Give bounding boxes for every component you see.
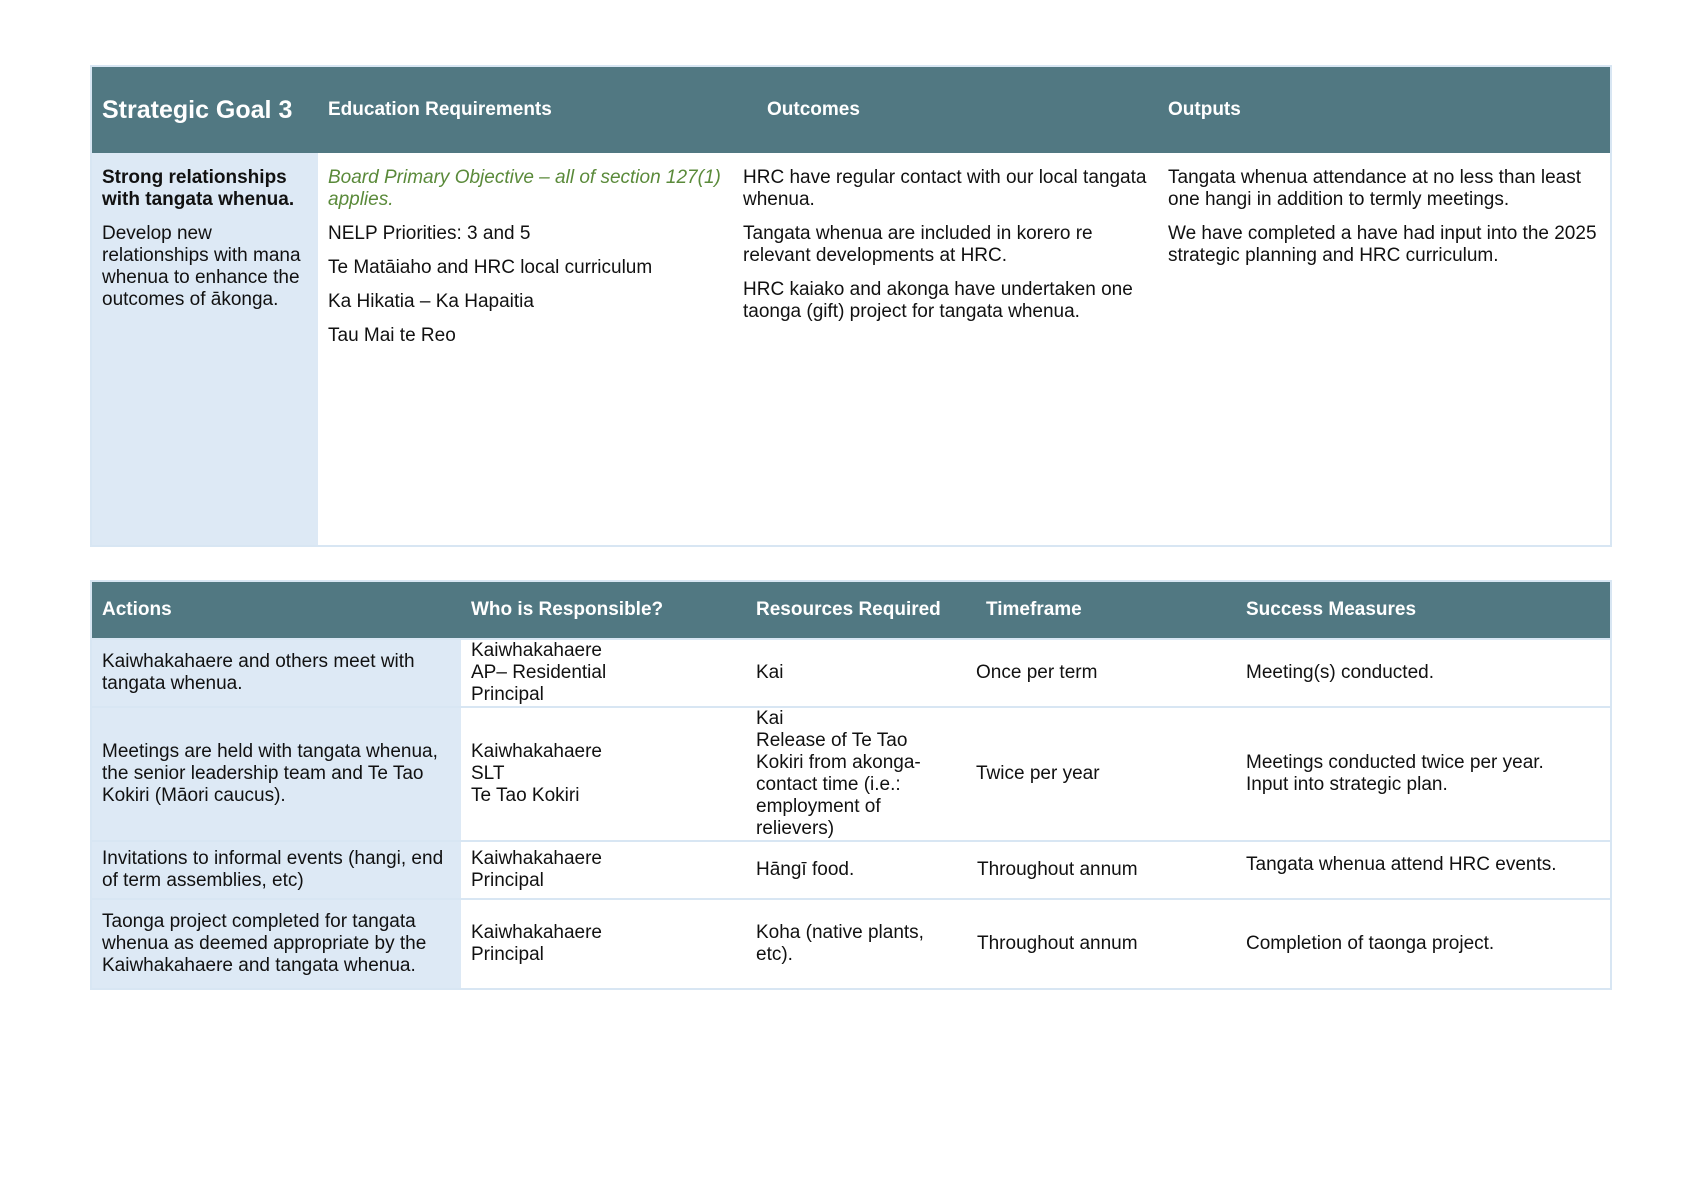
success-cell bbox=[1236, 639, 1611, 707]
success-cell bbox=[1236, 841, 1611, 899]
action-cell: Invitations to informal events (hangi, end of term assemblies, etc) bbox=[91, 841, 461, 899]
outcome-item: HRC have regular contact with our local tangata whenua. bbox=[743, 167, 1147, 210]
goal-table-header-row bbox=[91, 66, 1611, 153]
responsible-party: Principal bbox=[471, 684, 544, 705]
who-cell bbox=[461, 707, 746, 841]
timeframe-cell: Throughout annum bbox=[966, 899, 1236, 989]
outputs-header: Outputs bbox=[1168, 99, 1241, 120]
responsible-party: Kaiwhakahaere bbox=[471, 741, 602, 762]
resource-item: Release of Te Tao Kokiri from akonga-contact time (i.e.: employment of relievers) bbox=[756, 730, 921, 839]
timeframe-cell: Throughout annum bbox=[966, 841, 1236, 899]
education-item: Tau Mai te Reo bbox=[328, 325, 456, 346]
outputs-cell bbox=[1158, 153, 1611, 546]
outcome-item: Tangata whenua are included in korero re relevant developments at HRC. bbox=[743, 223, 1093, 266]
actions-header: Actions bbox=[102, 599, 172, 620]
action-cell: Kaiwhakahaere and others meet with tangata whenua. bbox=[91, 639, 461, 707]
responsible-party: AP– Residential bbox=[471, 662, 607, 683]
who-responsible-header: Who is Responsible? bbox=[471, 599, 664, 620]
strategic-goal-table bbox=[90, 65, 1612, 547]
table-row bbox=[91, 841, 1611, 899]
success-cell bbox=[1236, 707, 1611, 841]
success-item: Input into strategic plan. bbox=[1246, 774, 1448, 795]
resources-cell bbox=[746, 899, 966, 989]
success-item: Completion of taonga project. bbox=[1246, 933, 1495, 954]
board-objective: Board Primary Objective – all of section 127(1) applies. bbox=[328, 167, 721, 210]
resource-item: Koha (native plants, etc). bbox=[756, 922, 924, 965]
who-cell bbox=[461, 639, 746, 707]
goal-title: Strong relationships with tangata whenua. bbox=[102, 167, 295, 210]
responsible-party: Kaiwhakahaere bbox=[471, 640, 602, 661]
actions-table bbox=[90, 580, 1612, 990]
responsible-party: Kaiwhakahaere bbox=[471, 922, 602, 943]
timeframe-cell: Twice per year bbox=[966, 707, 1236, 841]
resource-item: Kai bbox=[756, 662, 784, 683]
education-requirements-cell bbox=[318, 153, 733, 546]
success-cell bbox=[1236, 899, 1611, 989]
output-item: Tangata whenua attendance at no less than least one hangi in addition to termly meetings. bbox=[1168, 167, 1582, 210]
goal-cell bbox=[91, 153, 318, 546]
resources-cell bbox=[746, 707, 966, 841]
action-cell: Taonga project completed for tangata whenua as deemed appropriate by the Kaiwhakahaere and tangata whenua. bbox=[91, 899, 461, 989]
resource-item: Hāngī food. bbox=[756, 859, 855, 880]
responsible-party: Kaiwhakahaere bbox=[471, 848, 602, 869]
success-item: Meetings conducted twice per year. bbox=[1246, 752, 1544, 773]
responsible-party: Principal bbox=[471, 944, 544, 965]
table-row bbox=[91, 639, 1611, 707]
education-requirements-header: Education Requirements bbox=[328, 99, 552, 120]
timeframe-cell: Once per term bbox=[966, 639, 1236, 707]
table-row bbox=[91, 899, 1611, 989]
who-cell bbox=[461, 841, 746, 899]
responsible-party: SLT bbox=[471, 763, 505, 784]
who-cell bbox=[461, 899, 746, 989]
success-measures-header: Success Measures bbox=[1246, 599, 1417, 620]
resource-item: Kai bbox=[756, 708, 784, 729]
success-item: Meeting(s) conducted. bbox=[1246, 662, 1434, 683]
goal-description: Develop new relationships with mana whenua to enhance the outcomes of ākonga. bbox=[102, 223, 301, 310]
outcome-item: HRC kaiako and akonga have undertaken one taonga (gift) project for tangata whenua. bbox=[743, 279, 1133, 322]
education-item: Te Matāiaho and HRC local curriculum bbox=[328, 257, 653, 278]
actions-table-header-row bbox=[91, 581, 1611, 639]
goal-header: Strategic Goal 3 bbox=[102, 95, 293, 124]
table-row bbox=[91, 707, 1611, 841]
resources-cell bbox=[746, 841, 966, 899]
education-item: NELP Priorities: 3 and 5 bbox=[328, 223, 531, 244]
goal-table-body-row bbox=[91, 153, 1611, 546]
timeframe-header: Timeframe bbox=[986, 599, 1082, 620]
output-item: We have completed a have had input into the 2025 strategic planning and HRC curriculum. bbox=[1168, 223, 1597, 266]
resources-cell bbox=[746, 639, 966, 707]
responsible-party: Te Tao Kokiri bbox=[471, 785, 580, 806]
resources-required-header: Resources Required bbox=[756, 599, 941, 620]
responsible-party: Principal bbox=[471, 870, 544, 891]
action-cell: Meetings are held with tangata whenua, the senior leadership team and Te Tao Kokiri (Māori caucus). bbox=[91, 707, 461, 841]
success-item: Tangata whenua attend HRC events. bbox=[1246, 854, 1557, 875]
outcomes-cell bbox=[733, 153, 1158, 546]
education-item: Ka Hikatia – Ka Hapaitia bbox=[328, 291, 534, 312]
outcomes-header: Outcomes bbox=[767, 99, 860, 120]
